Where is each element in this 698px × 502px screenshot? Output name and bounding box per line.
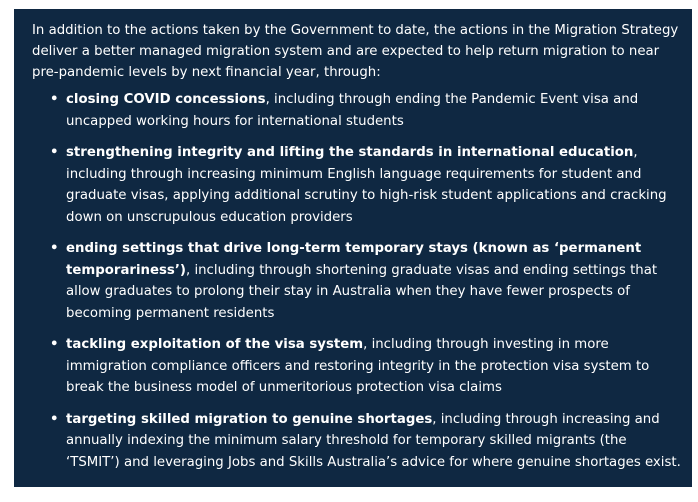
item-lead: targeting skilled migration to genuine shortages xyxy=(66,411,433,427)
bullet-icon: • xyxy=(50,92,59,107)
list-item xyxy=(32,89,684,132)
bullet-icon: • xyxy=(50,337,59,352)
actions-list xyxy=(32,89,684,473)
bullet-icon: • xyxy=(50,241,59,256)
item-text: , including through increasing and annually indexing the minimum salary threshold for temporary skilled migrants (the ‘TSMIT’) and leveraging Jobs and Skills Australia’s advice for where genuine shortages exist. xyxy=(66,411,681,470)
item-lead: strengthening integrity and lifting the standards in international education xyxy=(66,145,634,160)
item-text: , including through investing in more immigration compliance officers and restoring integrity in the protection visa system to break the business model of unmeritorious protection visa claims xyxy=(66,337,650,395)
list-item xyxy=(32,409,684,474)
intro-paragraph: In addition to the actions taken by the Government to date, the actions in the Migration Strategy deliver a better managed migration system and are expected to help return migration to near pre-pandemic levels by next financial year, through: xyxy=(32,23,679,80)
item-text: , including through increasing minimum English language requirements for student and graduate visas, applying additional scrutiny to high-risk student applications and cracking down on unscrupulous education providers xyxy=(66,145,667,225)
item-lead: tackling exploitation of the visa system xyxy=(66,337,364,352)
item-lead: closing COVID concessions xyxy=(66,92,266,107)
item-text: , including through shortening graduate visas and ending settings that allow graduates to prolong their stay in Australia when they have fewer prospects of becoming permanent residents xyxy=(66,262,658,321)
item-lead: ending settings that drive long-term temporary stays (known as ‘permanent temporariness’) xyxy=(66,241,642,278)
list-item xyxy=(32,142,684,228)
list-item xyxy=(32,334,684,399)
migration-strategy-panel xyxy=(14,9,692,487)
list-item xyxy=(32,238,684,324)
bullet-icon: • xyxy=(50,145,59,160)
item-text: , including through ending the Pandemic Event visa and uncapped working hours for international students xyxy=(66,92,639,129)
bullet-icon: • xyxy=(50,411,59,427)
